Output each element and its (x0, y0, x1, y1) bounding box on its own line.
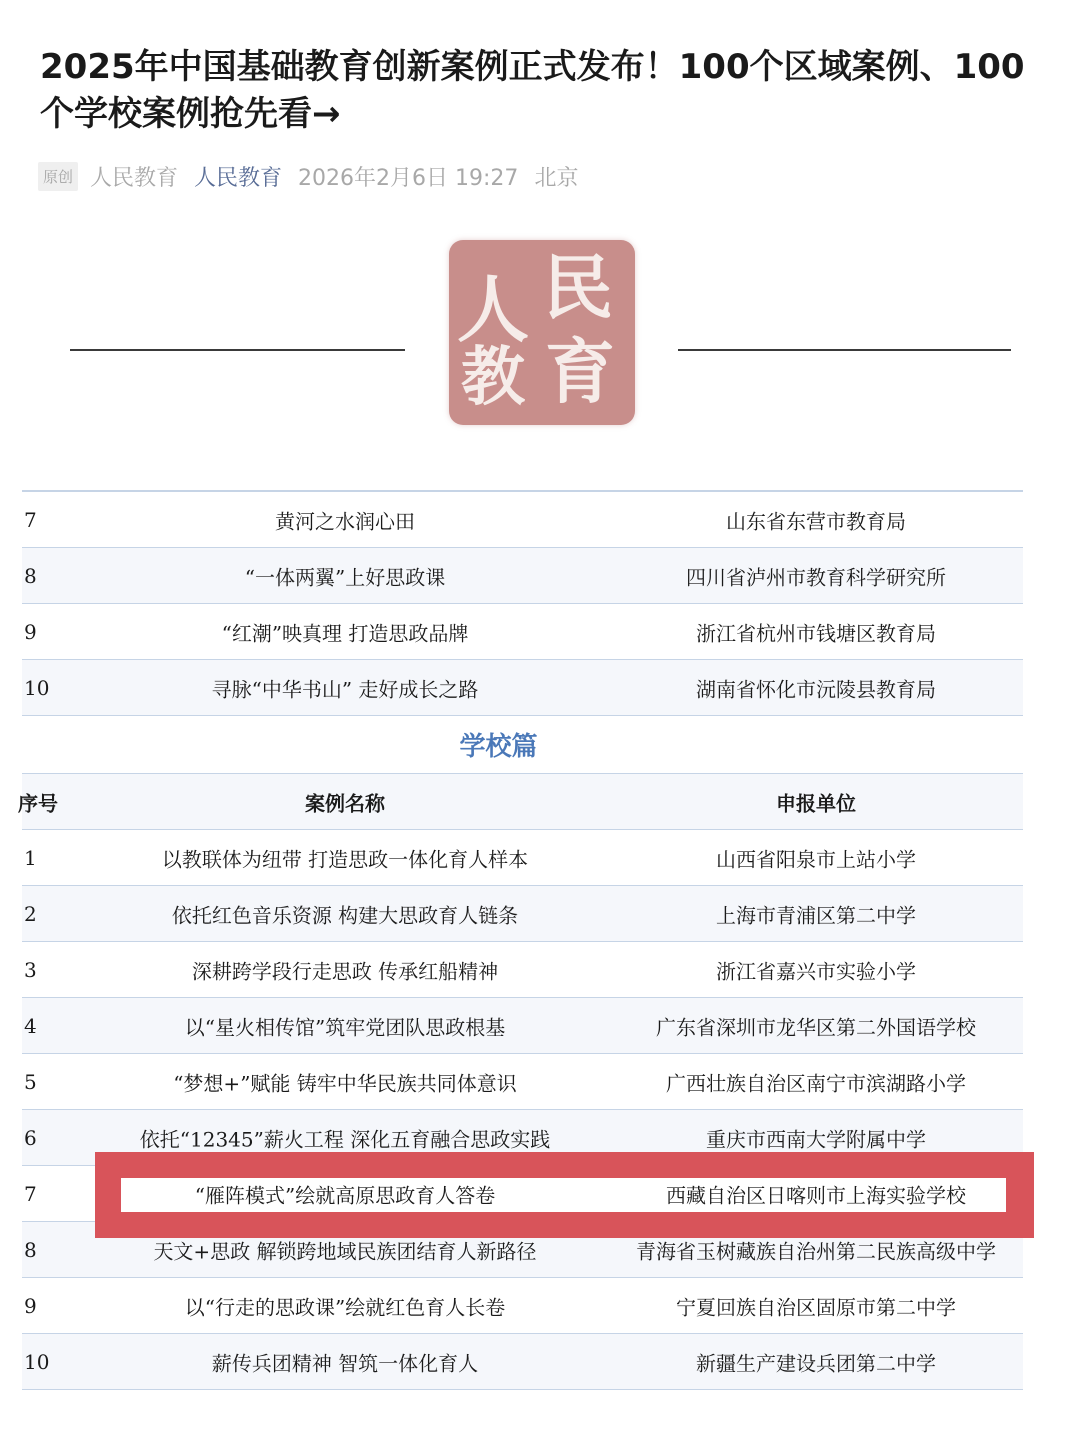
case-unit: 青海省玉树藏族自治州第二民族高级中学 (636, 1239, 996, 1263)
logo-char: 民 (543, 246, 613, 329)
case-table (18, 490, 1023, 1390)
case-unit: 山东省东营市教育局 (726, 509, 906, 533)
case-name: “红潮”映真理 打造思政品牌 (221, 621, 469, 645)
row-number: 5 (24, 1069, 37, 1094)
case-unit: 四川省泸州市教育科学研究所 (686, 565, 946, 589)
case-name: 依托“12345”薪火工程 深化五育融合思政实践 (139, 1127, 551, 1151)
table-row (22, 1278, 1023, 1334)
table-row (22, 886, 1023, 942)
table-row (22, 492, 1023, 548)
case-unit: 宁夏回族自治区固原市第二中学 (676, 1295, 956, 1319)
table-row (22, 998, 1023, 1054)
logo-char: 教 (461, 340, 525, 415)
row-number: 6 (24, 1125, 37, 1150)
header-unit: 申报单位 (776, 791, 856, 815)
logo-char: 育 (545, 330, 615, 413)
case-name: 薪传兵团精神 智筑一体化育人 (211, 1351, 479, 1375)
header-number: 序号 (18, 791, 58, 815)
section-title-school: 学校篇 (22, 716, 1023, 774)
case-unit: 重庆市西南大学附属中学 (706, 1127, 926, 1151)
case-name: “雁阵模式”绘就高原思政育人答卷 (194, 1183, 496, 1207)
article-meta (38, 160, 578, 192)
divider-right (678, 349, 1011, 351)
row-number: 7 (24, 1181, 37, 1206)
case-name: 依托红色音乐资源 构建大思政育人链条 (171, 903, 519, 927)
case-name: 以“星火相传馆”筑牢党团队思政根基 (184, 1015, 506, 1039)
account-link[interactable]: 人民教育 (194, 165, 283, 191)
table-row-highlighted (22, 1166, 1023, 1222)
row-number: 10 (24, 1349, 50, 1374)
case-unit: 湖南省怀化市沅陵县教育局 (696, 677, 936, 701)
case-name: 以“行走的思政课”绘就红色育人长卷 (184, 1295, 506, 1319)
case-name: “梦想+”赋能 铸牢中华民族共同体意识 (173, 1071, 517, 1095)
publish-location: 北京 (534, 165, 579, 191)
author-name: 人民教育 (90, 165, 179, 191)
original-badge: 原创 (38, 162, 78, 191)
row-number: 10 (24, 675, 50, 700)
table-row (22, 942, 1023, 998)
case-unit: 上海市青浦区第二中学 (716, 903, 916, 927)
case-name: “一体两翼”上好思政课 (244, 565, 446, 589)
table-row (22, 604, 1023, 660)
case-unit: 浙江省杭州市钱塘区教育局 (696, 621, 936, 645)
row-number: 8 (24, 563, 37, 588)
table-row (22, 1110, 1023, 1166)
header-name: 案例名称 (305, 791, 385, 815)
table-row (22, 1054, 1023, 1110)
case-name: 天文+思政 解锁跨地域民族团结育人新路径 (153, 1239, 537, 1263)
row-number: 2 (24, 901, 37, 926)
table-row (22, 1334, 1023, 1390)
case-unit: 西藏自治区日喀则市上海实验学校 (666, 1183, 966, 1207)
case-unit: 广东省深圳市龙华区第二外国语学校 (656, 1015, 976, 1039)
article-title: 2025年中国基础教育创新案例正式发布！100个区域案例、100个学校案例抢先看→ (40, 47, 1025, 134)
table-row (22, 660, 1023, 716)
table-row (22, 548, 1023, 604)
case-unit: 浙江省嘉兴市实验小学 (716, 959, 916, 983)
case-name: 以教联体为纽带 打造思政一体化育人样本 (161, 847, 529, 871)
table-header-row (18, 774, 1023, 830)
table-row (22, 1222, 1023, 1278)
renmin-jiaoyu-logo (449, 240, 635, 425)
row-number: 7 (24, 507, 37, 532)
case-name: 深耕跨学段行走思政 传承红船精神 (191, 959, 499, 983)
divider-left (70, 349, 405, 351)
row-number: 3 (24, 957, 37, 982)
logo-char: 人 (457, 267, 530, 352)
row-number: 9 (24, 1293, 37, 1318)
case-unit: 广西壮族自治区南宁市滨湖路小学 (666, 1071, 966, 1095)
case-name: 黄河之水润心田 (275, 509, 415, 533)
row-number: 9 (24, 619, 37, 644)
table-row (22, 830, 1023, 886)
row-number: 4 (24, 1013, 37, 1038)
case-unit: 山西省阳泉市上站小学 (716, 847, 916, 871)
row-number: 1 (24, 845, 37, 870)
row-number: 8 (24, 1237, 37, 1262)
case-name: 寻脉“中华书山” 走好成长之路 (211, 677, 479, 701)
publish-date: 2026年2月6日 19:27 (298, 165, 519, 191)
case-unit: 新疆生产建设兵团第二中学 (696, 1351, 936, 1375)
